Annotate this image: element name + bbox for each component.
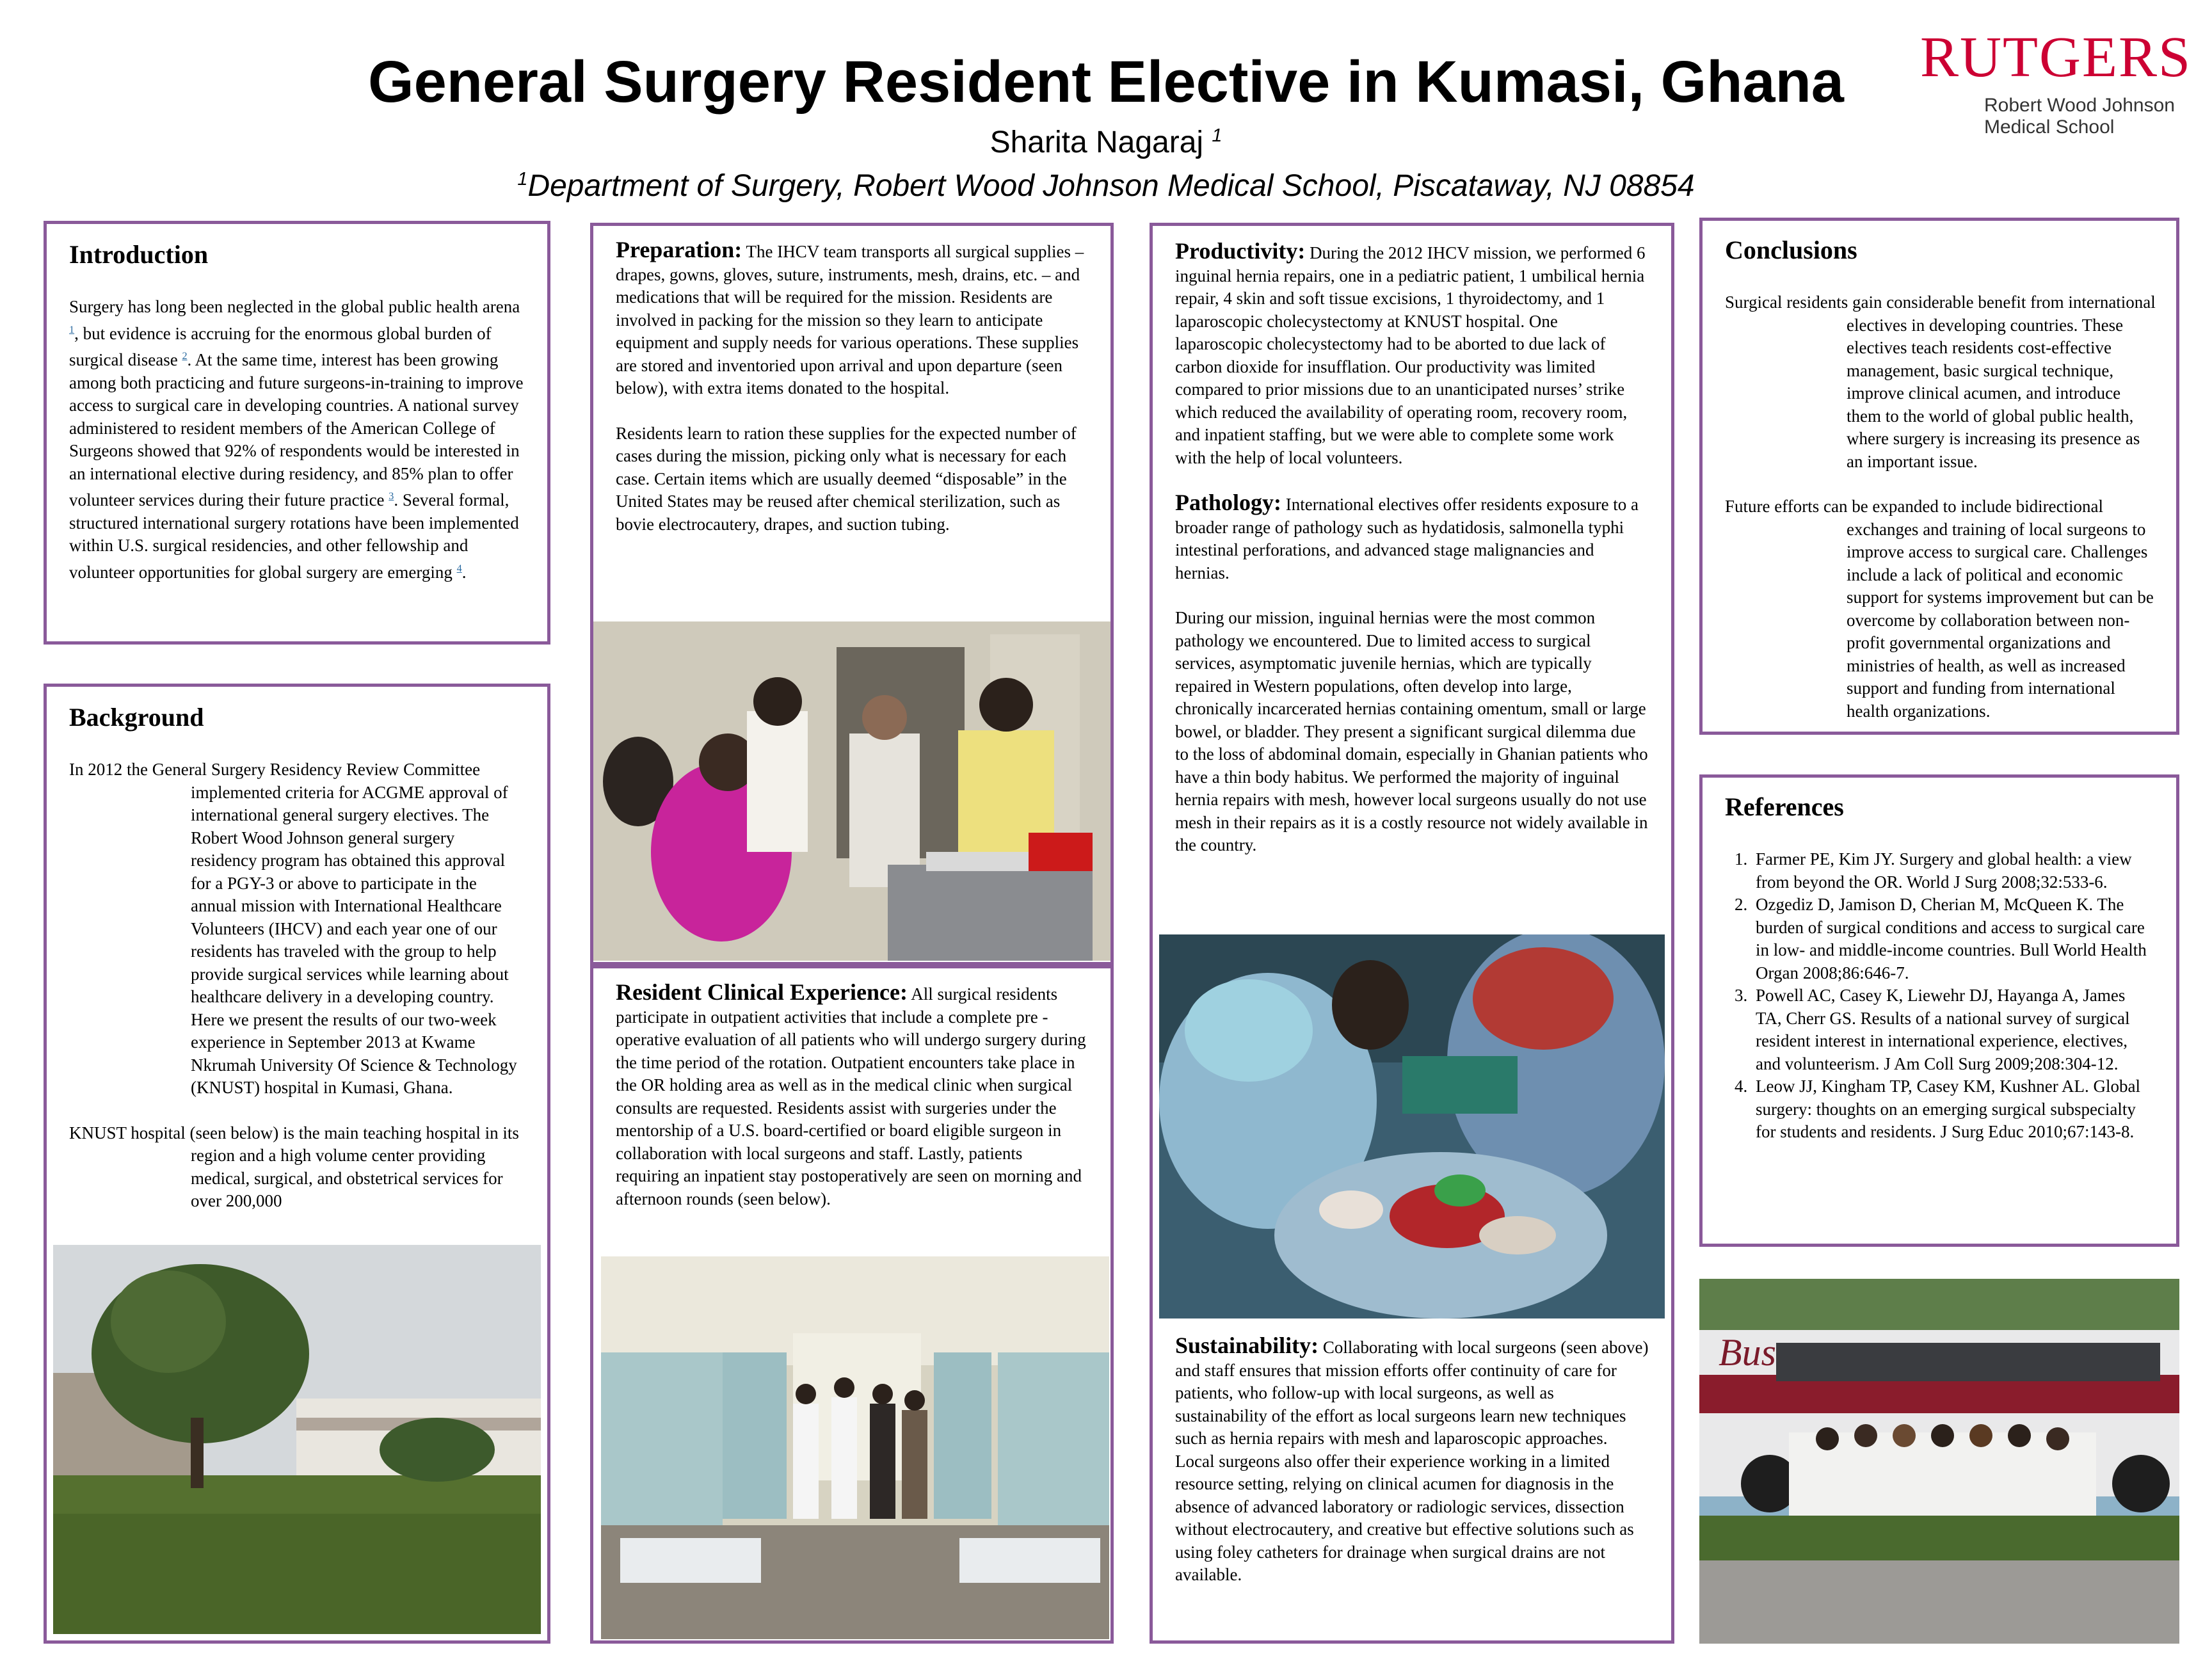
references-list xyxy=(1725,848,2154,1144)
logo-line-1: Robert Wood Johnson xyxy=(1984,95,2175,116)
knust-hospital-photo xyxy=(53,1245,541,1634)
intro-text-5: . xyxy=(461,562,467,582)
affiliation-superscript: 1 xyxy=(517,169,528,189)
pathology-paragraph-2: During our mission, inguinal hernias were the most common pathology we encountered. Due to limited access to surgical services, asymptomatic juvenile hernias, which are typically repaired in Western populations, often develop into large, chronically incarcerated hernias containing omentum, small or large bowel, or bladder. They present a significant surgical dilemma due to the loss of abdominal domain, especially in Ghanian patients who have a thin body habitus. We performed the majority of inguinal hernia repairs with mesh, however local surgeons usually do not use mesh in their repairs as it is a costly resource not widely available in the country. xyxy=(1175,608,1648,854)
background-paragraph-1: In 2012 the General Surgery Residency Review Committee implemented criteria for ACGME approval of international general surgery electives. The Robert Wood Johnson general surgery residency program has obtained this approval for a PGY-3 or above to participate in the annual mission with International Healthcare Volunteers (IHCV) and each year one of our residents has traveled with the group to help provide surgical services while learning about healthcare delivery in a developing country. Here we present the results of our two-week experience in September 2013 at Kwame Nkrumah University Of Science & Technology (KNUST) hospital in Kumasi, Ghana. xyxy=(69,760,517,1097)
productivity-heading: Productivity: xyxy=(1175,238,1306,264)
pathology-paragraph-1 xyxy=(1175,492,1649,584)
reference-item: 1. Farmer PE, Kim JY. Surgery and global health: a view from beyond the OR. World J Surg 2008;32:533-6. xyxy=(1752,848,2154,894)
sustainability-paragraph xyxy=(1175,1334,1649,1587)
references-section xyxy=(1699,774,2179,1247)
author-name: Sharita Nagaraj xyxy=(990,125,1204,159)
poster-title: General Surgery Resident Elective in Kumasi, Ghana xyxy=(368,49,1844,115)
citation-link[interactable]: 4 xyxy=(456,562,462,574)
reference-item: 3. Powell AC, Casey K, Liewehr DJ, Hayanga A, James TA, Cherr GS. Results of a national survey of surgical resident interest in international experience, electives, and volunteerism. J Am Coll Surg 2009;208:304-12. xyxy=(1752,984,2154,1075)
ward-image xyxy=(601,1256,1109,1639)
intro-text-4: . Several formal, structured international surgery rotations have been implemented within U.S. surgical residencies, and other fellowship and volunteer opportunities for global surgery are emerging xyxy=(69,490,519,582)
supply-room-image xyxy=(593,621,1110,961)
hospital-grounds-image xyxy=(53,1245,541,1634)
intro-text-1: Surgery has long been neglected in the global public health arena xyxy=(69,297,520,316)
preparation-text-1: The IHCV team transports all surgical supplies – drapes, gowns, gloves, suture, instruments, mesh, drains, etc. – and medications that will be required for the mission. Residents are involved in packing for the mission so they learn to anticipate equipment and supply needs for various operations. These supplies are stored and inventoried upon arrival and upon departure (seen below), with extra items donated to the hospital. xyxy=(616,242,1084,397)
bus-lettering: Bus xyxy=(1719,1331,1776,1374)
clinical-experience-section xyxy=(590,965,1114,1644)
conclusions-paragraph-1: Surgical residents gain considerable benefit from international electives in developing countries. These electives teach residents cost-effective management, basic surgical technique, improve clinical acumen, and introduce them to the world of global public health, where surgery is increasing its presence as an important issue. xyxy=(1725,293,2156,471)
conclusions-section xyxy=(1699,218,2179,735)
clinical-experience-heading: Resident Clinical Experience: xyxy=(616,979,908,1005)
introduction-section xyxy=(44,221,550,645)
conclusions-heading: Conclusions xyxy=(1725,236,1857,264)
reference-item: 2. Ozgediz D, Jamison D, Cherian M, McQueen K. The burden of surgical conditions and access to surgical care in low- and middle-income countries. Bull World Health Organ 2008;86:646-7. xyxy=(1752,894,2154,984)
introduction-heading: Introduction xyxy=(69,240,209,269)
sustainability-text: Collaborating with local surgeons (seen above) and staff ensures that mission efforts offer continuity of care for patients, who follow-up with local surgeons, as well as sustainability of the effort as local surgeons learn new techniques such as hernia repairs with mesh and laparoscopic approaches. Local surgeons also offer their experience working in a limited resource setting, relying on clinical acumen for diagnosis in the absence of advanced laboratory or radiologic services, dissection without electrocautery, and creative but effective solutions such as using foley catheters for drainage when surgical drains are not available. xyxy=(1175,1338,1649,1584)
operating-room-photo xyxy=(1159,934,1665,1318)
team-bus-image xyxy=(1699,1279,2179,1644)
pathology-text-1: International electives offer residents exposure to a broader range of pathology such as hydatidosis, salmonella typhi intestinal perforations, and advanced stage malignancies and hernias. xyxy=(1175,495,1639,582)
logo-line-2: Medical School xyxy=(1984,116,2115,138)
references-heading: References xyxy=(1725,792,1844,821)
conclusions-paragraph-2: Future efforts can be expanded to include bidirectional exchanges and training of local surgeons to improve access to surgical care. Challenges include a lack of political and economic support for systems improvement but can be overcome by collaboration between non-profit governmental organizations and ministries of health, as well as increased support and funding from international health organizations. xyxy=(1725,497,2154,721)
citation-link[interactable]: 2 xyxy=(182,350,188,362)
intro-text-3: . At the same time, interest has been growing among both practicing and future surgeons-in-training to improve access to surgical care in developing countries. A national survey administered to resident members of the American College of Surgeons showed that 92% of respondents would be interested in an international elective during residency, and 85% plan to offer volunteer services during their future practice xyxy=(69,350,524,509)
rutgers-logo xyxy=(1914,26,2192,141)
introduction-text xyxy=(69,296,525,584)
logo-wordmark: RUTGERS xyxy=(1920,26,2192,89)
preparation-section xyxy=(590,223,1114,965)
preparation-paragraph-1 xyxy=(616,239,1088,400)
citation-link[interactable]: 1 xyxy=(69,323,75,335)
affiliation-line xyxy=(0,161,2212,204)
citation-link[interactable]: 3 xyxy=(389,490,394,502)
results-section xyxy=(1150,223,1674,1644)
background-section xyxy=(44,684,550,1644)
background-paragraph-2: KNUST hospital (seen below) is the main teaching hospital in its region and a high volume center providing medical, surgical, and obstetrical services for over 200,000 xyxy=(69,1123,519,1210)
background-heading: Background xyxy=(69,703,204,732)
clinical-experience-paragraph xyxy=(616,981,1088,1210)
team-group-photo xyxy=(1699,1279,2179,1644)
surgery-image xyxy=(1159,934,1665,1318)
pathology-heading: Pathology: xyxy=(1175,490,1281,515)
intro-text-2: , but evidence is accruing for the enormous global burden of surgical disease xyxy=(69,323,492,369)
supply-inventory-photo xyxy=(593,621,1110,961)
author-line xyxy=(0,118,2212,161)
clinical-experience-text: All surgical residents participate in outpatient activities that include a complete pre -operative evaluation of all patients who will undergo surgery during the time period of the rotation. Outpatient encounters take place in the OR holding area as well as in the medical clinic when surgical consults are requested. Residents assist with surgeries under the mentorship of a U.S. board-certified or board eligible surgeon in collaboration with local surgeons and staff. Lastly, patients requiring an inpatient stay postoperatively are seen on morning and afternoon rounds (seen below). xyxy=(616,984,1086,1208)
affiliation-text: Department of Surgery, Robert Wood Johnson Medical School, Piscataway, NJ 08854 xyxy=(527,169,1695,203)
productivity-text: During the 2012 IHCV mission, we performed 6 inguinal hernia repairs, one in a pediatric patient, 1 umbilical hernia repair, 4 skin and soft tissue excisions, 1 thyroidectomy, and 1 laparoscopic cholecystectomy at KNUST hospital. One laparoscopic cholecystectomy had to be aborted to due lack of carbon dioxide for insufflation. Our productivity was limited compared to prior missions due to an unanticipated nurses’ strike which reduced the availability of operating room, recovery room, and inpatient staffing, but we were able to complete some work with the help of local volunteers. xyxy=(1175,243,1646,467)
preparation-heading: Preparation: xyxy=(616,237,742,262)
sustainability-heading: Sustainability: xyxy=(1175,1333,1319,1358)
reference-item: 4. Leow JJ, Kingham TP, Casey KM, Kushner AL. Global surgery: thoughts on an emerging surgical subspecialty for students and residents. J Surg Educ 2010;67:143-8. xyxy=(1752,1075,2154,1144)
author-superscript: 1 xyxy=(1212,125,1222,146)
inpatient-rounds-photo xyxy=(601,1256,1109,1639)
preparation-paragraph-2: Residents learn to ration these supplies for the expected number of cases during the mission, picking only what is necessary for each case. Certain items which are usually deemed “disposable” in the United States may be reused after chemical sterilization, such as bovie electrocautery, drapes, and suction tubing. xyxy=(616,423,1077,534)
productivity-paragraph xyxy=(1175,240,1649,469)
